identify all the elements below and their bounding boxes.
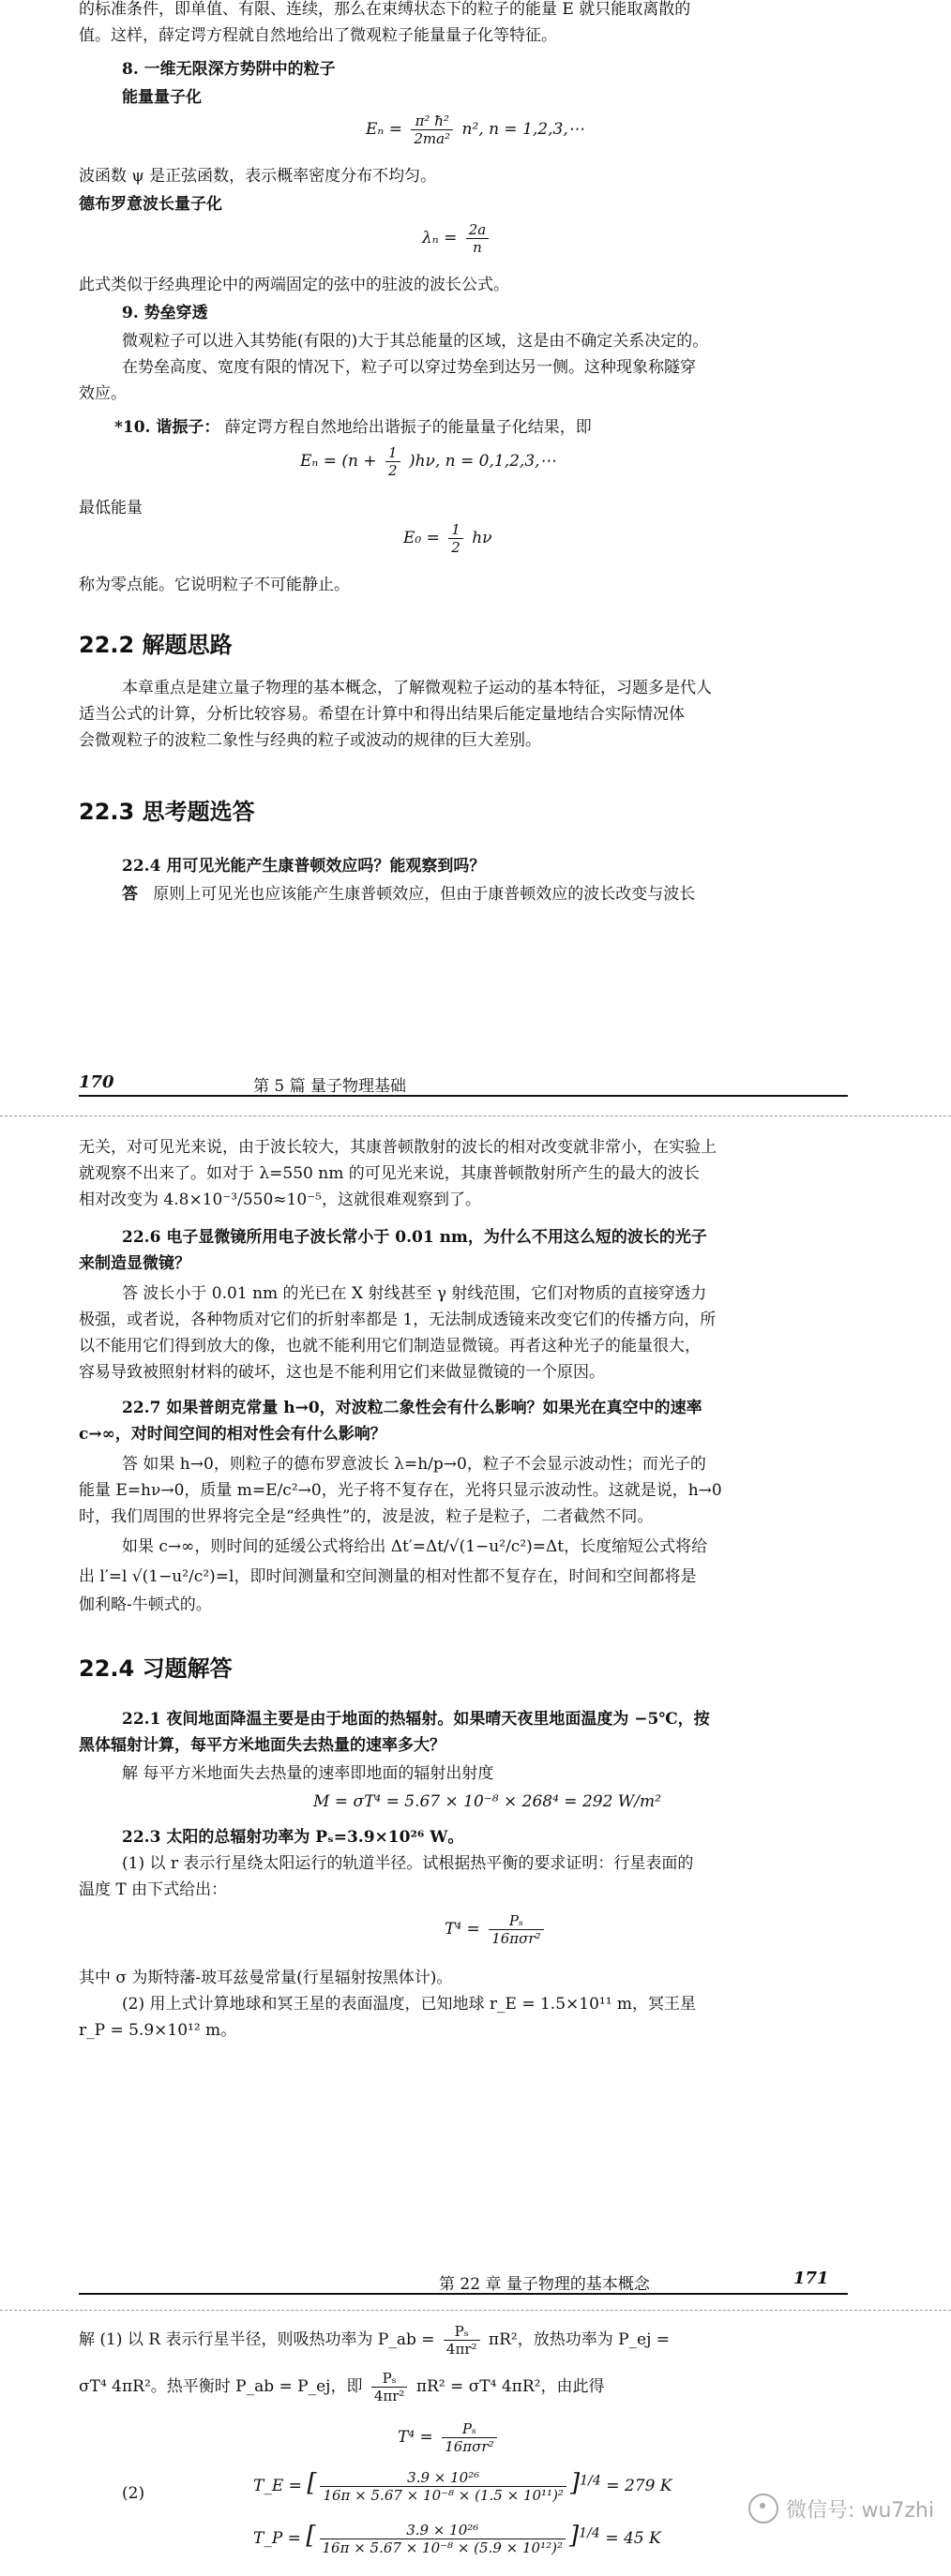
zero-point-note: 称为零点能。它说明粒子不可能静止。 — [79, 576, 350, 594]
planet-temp-eq: T⁴ = $\frac{\text{Pₛ}}{\text{16πσr²}}$ — [445, 1912, 548, 1947]
question-22-6: 22.6 电子显微镜所用电子波长常小于 0.01 nm，为什么不用这么短的波长的光子 — [122, 1228, 707, 1247]
sec8-sub1: 能量量子化 — [122, 88, 202, 107]
solution-line: σT⁴ 4πR²。热平衡时 P_ab = P_ej，即 $\frac{\text{Pₛ}}{\text{4πr²}}$ πR² = σT⁴ 4πR²，由此得 — [79, 2370, 605, 2404]
sec8-title: 8. 一维无限深方势阱中的粒子 — [122, 60, 336, 79]
problem-22-3: 其中 σ 为斯特藩-玻耳兹曼常量(行星辐射按黑体计)。 — [79, 1969, 453, 1987]
para-22-2: 本章重点是建立量子物理的基本概念，了解微观粒子运动的基本特征，习题多是代人 — [122, 679, 712, 697]
question-22-4: 22.4 用可见光能产生康普顿效应吗？能观察到吗？ — [122, 857, 486, 876]
watermark-text: 微信号: wu7zhi — [786, 2498, 934, 2523]
answer-22-6: 以不能用它们得到放大的像，也就不能利用它们制造显微镜。再者这种光子的能量很大， — [79, 1337, 701, 1355]
page-divider — [0, 2310, 951, 2311]
sec9-line: 微观粒子可以进入其势能(有限的)大于其总能量的区域，这是由不确定关系决定的。 — [122, 332, 709, 351]
part2-label: (2) — [122, 2484, 145, 2503]
question-22-7: 22.7 如果普朗克常量 h→0，对波粒二象性会有什么影响？如果光在真空中的速率 — [122, 1399, 702, 1417]
question-22-6: 来制造显微镜？ — [79, 1254, 190, 1273]
cont-line: 就观察不出来了。如对于 λ=550 nm 的可见光来说，其康普顿散射所产生的最大的波长 — [79, 1164, 700, 1183]
wavefunction-text: 波函数 ψ 是正弦函数，表示概率密度分布不均匀。 — [79, 167, 437, 186]
para-22-2: 会微观粒子的波粒二象性与经典的粒子或波动的规律的巨大差别。 — [79, 731, 541, 750]
footer-rule — [79, 1095, 848, 1097]
intro-line: 的标准条件，即单值、有限、连续，那么在束缚状态下的粒子的能量 E 就只能取离散的 — [79, 0, 691, 19]
sec10-title: *10. 谐振子： — [114, 418, 220, 437]
problem-22-1: 黑体辐射计算，每平方米地面失去热量的速率多大？ — [79, 1736, 445, 1755]
pluto-temp-eq: T_P = [ $\frac{\text{3.9 × 10²⁶}}{\text{16π × 5.67 × 10⁻⁸ × (5.9 × 10¹²)²}}$ ]$^{1/4}$ = 45 K — [253, 2522, 661, 2556]
section-heading-22-4: 22.4 习题解答 — [79, 1655, 233, 1682]
problem-22-3: (1) 以 r 表示行星绕太阳运行的轨道半径。试根据热平衡的要求证明：行星表面的 — [122, 1854, 694, 1873]
page-number: 170 — [79, 1072, 114, 1092]
problem-22-3: (2) 用上式计算地球和冥王星的表面温度，已知地球 r_E = 1.5×10¹¹ m，冥王星 — [122, 1995, 697, 2014]
planet-temp-eq: T⁴ = $\frac{\text{Pₛ}}{\text{16πσr²}}$ — [398, 2420, 501, 2455]
zero-point-eq: E₀ = $\frac{1}{2}$ hν — [403, 521, 492, 556]
sec9-line: 效应。 — [79, 384, 127, 403]
solution-line: 解 (1) 以 R 表示行星半径，则吸热功率为 P_ab = $\frac{\text{Pₛ}}{\text{4πr²}}$ πR²，放热功率为 P_ej = — [79, 2323, 671, 2358]
sec10-text: 薛定谔方程自然地给出谐振子的能量量子化结果，即 — [224, 418, 592, 437]
footer-rule — [79, 2293, 848, 2295]
sec10-line — [114, 418, 592, 437]
earth-temp-eq: T_E = [ $\frac{\text{3.9 × 10²⁶}}{\text{16π × 5.67 × 10⁻⁸ × (1.5 × 10¹¹)²}}$ ]$^{1/4}$ = 279 K — [253, 2469, 672, 2504]
sec9-line: 在势垒高度、宽度有限的情况下，粒子可以穿过势垒到达另一侧。这种现象称隧穿 — [122, 358, 696, 377]
answer-22-6: 极强，或者说，各种物质对它们的折射率都是 1，无法制成透镜来改变它们的传播方向，所 — [79, 1310, 717, 1329]
radiant-exitance-eq: M = σT⁴ = 5.67 × 10⁻⁸ × 268⁴ = 292 W/m² — [313, 1792, 661, 1811]
answer-22-4: 答 原则上可见光也应该能产生康普顿效应，但由于康普顿效应的波长改变与波长 — [122, 885, 696, 904]
answer-22-6: 答 波长小于 0.01 nm 的光已在 X 射线甚至 γ 射线范围，它们对物质的直接穿透力 — [122, 1284, 707, 1303]
answer-22-7: 能量 E=hν→0，质量 m=E/c²→0，光子将不复存在，光将只显示波动性。这就是说，h→0 — [79, 1481, 722, 1500]
oscillator-energy-eq: Eₙ = (n + $\frac{1}{2}$ )hν, n = 0,1,2,3,⋯ — [300, 444, 556, 479]
lowest-energy-label: 最低能量 — [79, 499, 143, 517]
solution-22-1: 解 每平方米地面失去热量的速率即地面的辐射出射度 — [122, 1764, 494, 1783]
footer-title: 第 5 篇 量子物理基础 — [253, 1077, 407, 1096]
running-head: 第 22 章 量子物理的基本概念 — [439, 2275, 650, 2294]
de-broglie-eq: λₙ = $\frac{2a}{n}$ — [422, 221, 492, 256]
answer-22-7: 时，我们周围的世界将完全是“经典性”的，波是波，粒子是粒子，二者截然不同。 — [79, 1507, 654, 1526]
problem-22-3: 温度 T 由下式给出： — [79, 1880, 228, 1899]
problem-22-3: 22.3 太阳的总辐射功率为 Pₛ=3.9×10²⁶ W。 — [122, 1828, 464, 1847]
intro-line: 值。这样，薛定谔方程就自然地给出了微观粒子能量量子化等特征。 — [79, 26, 557, 45]
sec8-sub2: 德布罗意波长量子化 — [79, 195, 222, 214]
wechat-icon — [748, 2494, 778, 2524]
problem-22-1: 22.1 夜间地面降温主要是由于地面的热辐射。如果晴天夜里地面温度为 −5℃，按 — [122, 1710, 710, 1729]
cont-line: 相对改变为 4.8×10⁻³/550≈10⁻⁵，这就很难观察到了。 — [79, 1191, 481, 1209]
sec8-note: 此式类似于经典理论中的两端固定的弦中的驻波的波长公式。 — [79, 276, 509, 294]
page-171 — [0, 1121, 951, 2306]
section-heading-22-3: 22.3 思考题选答 — [79, 799, 255, 825]
problem-22-3: r_P = 5.9×10¹² m。 — [79, 2021, 237, 2040]
cont-line: 无关，对可见光来说，由于波长较大，其康普顿散射的波长的相对改变就非常小，在实验上 — [79, 1138, 717, 1157]
section-heading-22-2: 22.2 解题思路 — [79, 632, 233, 658]
answer-22-6: 容易导致被照射材料的破坏，这也是不能利用它们来做显微镜的一个原因。 — [79, 1363, 605, 1382]
energy-quantization-eq: Eₙ = $\frac{\text{π² ħ²}}{\text{2ma²}}$ n², n = 1,2,3,⋯ — [366, 112, 584, 147]
page-172 — [0, 2315, 951, 2576]
page-170 — [0, 0, 951, 1106]
question-22-7: c→∞，对时间空间的相对性会有什么影响？ — [79, 1425, 386, 1444]
answer-22-7: 出 l′=l √(1−u²/c²)=l，即时间测量和空间测量的相对性都不复存在，时间和空间都将是 — [79, 1567, 697, 1586]
answer-22-7: 如果 c→∞，则时间的延缓公式将给出 Δt′=Δt/√(1−u²/c²)=Δt，长度缩短公式将给 — [122, 1537, 708, 1556]
watermark — [748, 2494, 934, 2524]
answer-22-7: 答 如果 h→0，则粒子的德布罗意波长 λ=h/p→0，粒子不会显示波动性；而光子的 — [122, 1455, 706, 1474]
para-22-2: 适当公式的计算，分析比较容易。希望在计算中和得出结果后能定量地结合实际情况体 — [79, 705, 685, 724]
page-number: 171 — [793, 2269, 829, 2288]
sec9-title: 9. 势垒穿透 — [122, 304, 208, 322]
answer-22-7: 伽利略-牛顿式的。 — [79, 1595, 212, 1614]
